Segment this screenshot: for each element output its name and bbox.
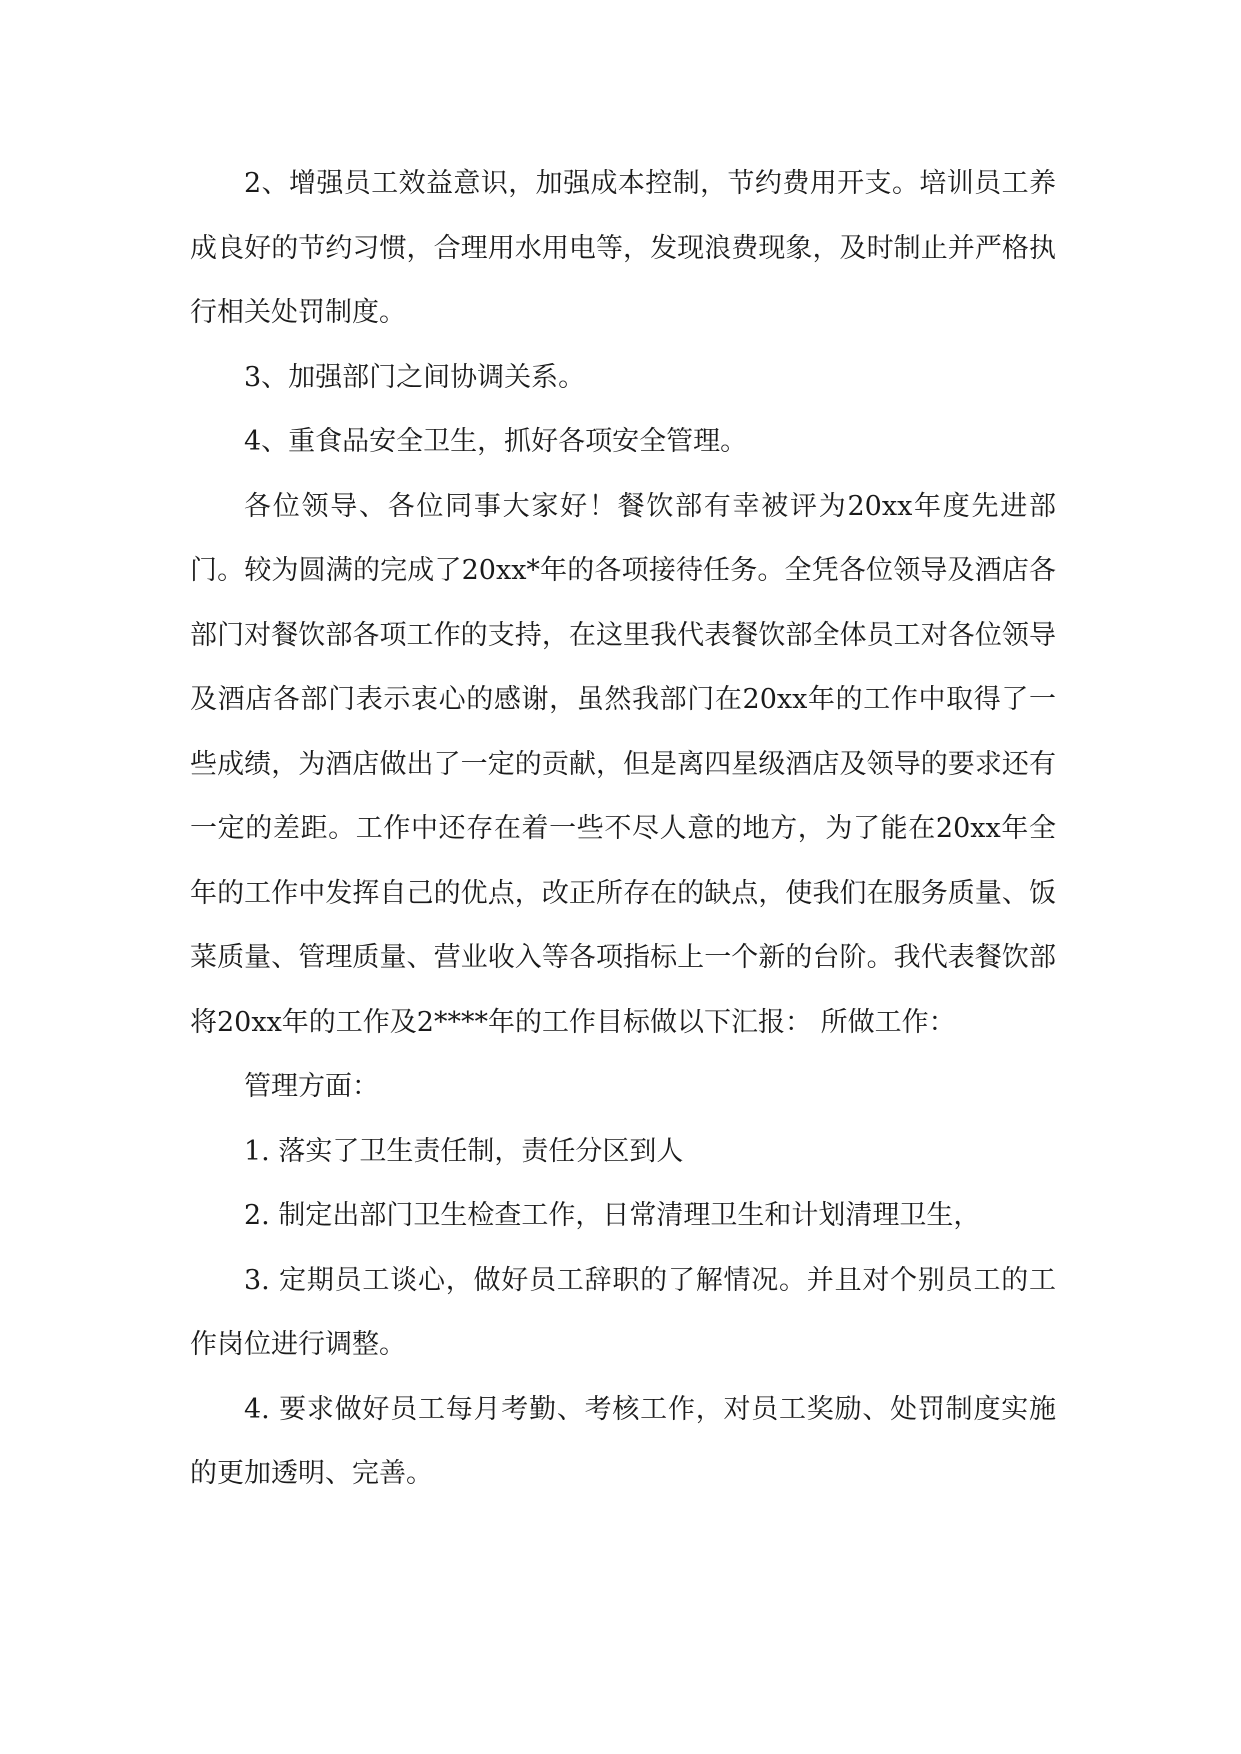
list-item-staff-talks: 3. 定期员工谈心，做好员工辞职的了解情况。并且对个别员工的工作岗位进行调整。 <box>190 1264 1056 1360</box>
paragraph-food-safety: 4、重食品安全卫生，抓好各项安全管理。 <box>244 426 748 457</box>
paragraph-cost-control: 2、增强员工效益意识，加强成本控制，节约费用开支。培训员工养成良好的节约习惯，合理用水用电等，发现浪费现象，及时制止并严格执行相关处罚制度。 <box>190 168 1056 328</box>
list-item-hygiene-inspection: 2. 制定出部门卫生检查工作，日常清理卫生和计划清理卫生， <box>244 1200 981 1231</box>
paragraph-coordination: 3、加强部门之间协调关系。 <box>244 361 586 393</box>
list-item-attendance: 4. 要求做好员工每月考勤、考核工作，对员工奖励、处罚制度实施的更加透明、完善。 <box>190 1393 1056 1489</box>
paragraph-annual-report: 各位领导、各位同事大家好！餐饮部有幸被评为20xx年度先进部门。较为圆满的完成了20xx*年的各项接待任务。全凭各位领导及酒店各部门对餐饮部各项工作的支持，在这里我代表餐饮部全体员工对各位领导及酒店各部门表示衷心的感谢，虽然我部门在20xx年的工作中取得了一些成绩，为酒店做出了一定的贡献，但是离四星级酒店及领导的要求还有一定的差距。工作中还存在着一些不尽人意的地方，为了能在20xx年全年的工作中发挥自己的优点，改正所存在的缺点，使我们在服务质量、饭菜质量、管理质量、营业收入等各项指标上一个新的台阶。我代表餐饮部将20xx年的工作及2****年的工作目标做以下汇报： 所做工作： <box>190 490 1056 1038</box>
document-body <box>190 152 1056 1507</box>
list-item-hygiene-responsibility: 1. 落实了卫生责任制，责任分区到人 <box>244 1135 684 1167</box>
paragraph-management-heading: 管理方面： <box>244 1071 379 1102</box>
